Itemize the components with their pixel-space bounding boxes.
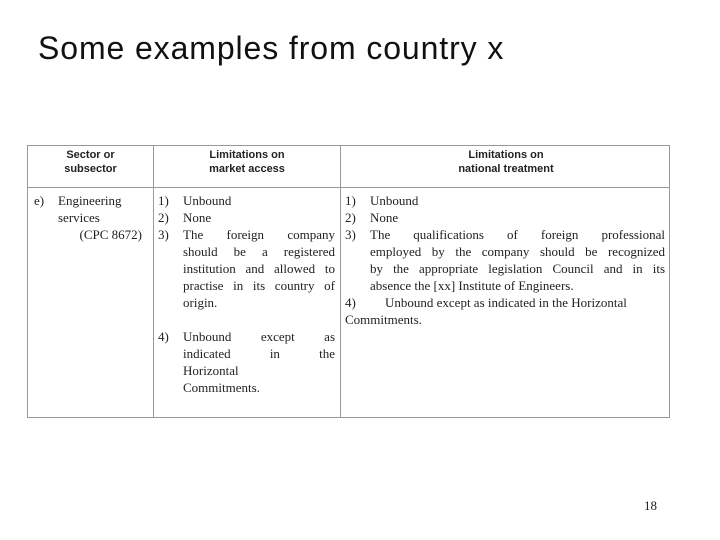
item-marker: e) <box>34 193 45 208</box>
item-line: The qualifications of foreign professional <box>370 227 665 242</box>
item-line: None <box>370 210 399 225</box>
header-line: Limitations on <box>468 149 544 161</box>
item-line: None <box>183 210 212 225</box>
item-number: 3) <box>345 227 356 242</box>
header-line: Limitations on <box>209 149 285 161</box>
item-number: 2) <box>345 210 356 225</box>
item-line: employed by the company should be recognized <box>370 244 665 259</box>
page-number: 18 <box>644 498 657 513</box>
header-line: market access <box>209 163 285 175</box>
header-market-access <box>154 148 340 176</box>
item-line: Unbound except as indicated in the Horizontal <box>385 295 627 310</box>
item-number: 4) <box>158 329 169 344</box>
commitments-table <box>27 145 670 418</box>
item-line: practise in its country of <box>183 278 335 293</box>
item-number: 4) <box>345 295 356 310</box>
sector-line: services <box>58 210 100 225</box>
national-treatment-cell <box>341 192 671 412</box>
item-line: Commitments. <box>345 312 422 327</box>
item-line: Horizontal <box>183 363 239 378</box>
item-number: 2) <box>158 210 169 225</box>
header-sector <box>28 148 153 176</box>
item-line: origin. <box>183 295 218 310</box>
sector-cell <box>28 192 153 252</box>
item-line: should be a registered <box>183 244 335 259</box>
header-national-treatment <box>341 148 671 176</box>
item-line: Unbound <box>183 193 232 208</box>
item-line: The foreign company <box>183 227 335 242</box>
item-line: institution and allowed to <box>183 261 335 276</box>
item-line: absence the [xx] Institute of Engineers. <box>370 278 574 293</box>
sector-line: (CPC 8672) <box>79 227 142 242</box>
item-number: 1) <box>158 193 169 208</box>
header-divider <box>28 187 669 188</box>
slide-title: Some examples from country x <box>38 30 505 66</box>
sector-line: Engineering <box>58 193 122 208</box>
item-line: Commitments. <box>183 380 260 395</box>
item-number: 3) <box>158 227 169 242</box>
item-line: Unbound except as <box>183 329 335 344</box>
item-number: 1) <box>345 193 356 208</box>
item-line: Unbound <box>370 193 419 208</box>
header-line: Sector or <box>66 149 115 161</box>
item-line: by the appropriate legislation Council and in its <box>370 261 665 276</box>
header-line: national treatment <box>458 163 554 175</box>
market-access-cell <box>154 192 340 412</box>
header-line: subsector <box>64 163 117 175</box>
item-line: indicated in the <box>183 346 335 361</box>
